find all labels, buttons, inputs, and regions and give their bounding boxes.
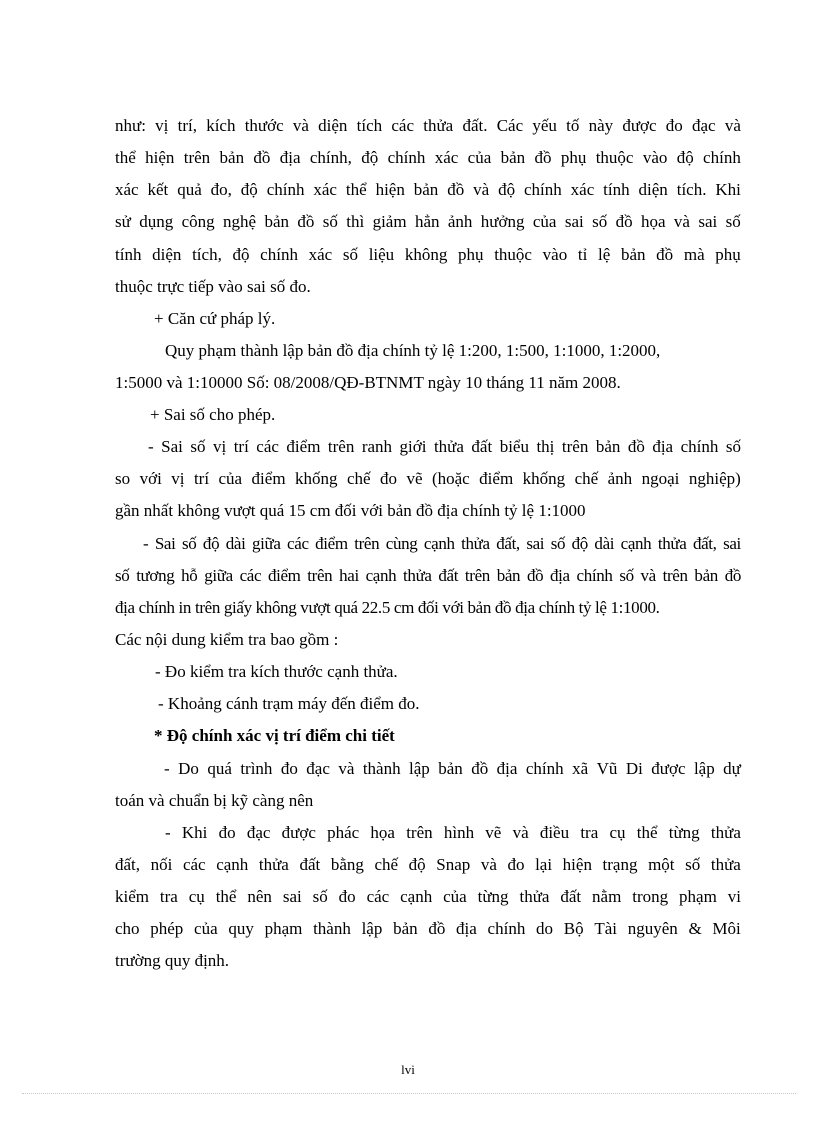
word: thửa	[423, 116, 454, 135]
word: đạc	[692, 116, 716, 135]
word: và	[640, 566, 656, 585]
word: địa	[652, 437, 674, 456]
word: khống	[522, 469, 566, 488]
page-number: lvi	[401, 1062, 415, 1077]
word: được	[651, 759, 686, 778]
word: Khi	[181, 823, 208, 842]
word: thể	[215, 887, 237, 906]
word: Sai	[161, 437, 183, 456]
word: của	[218, 469, 243, 488]
word: trên	[307, 566, 333, 585]
paragraph-line	[115, 245, 741, 265]
word: số	[725, 437, 741, 456]
word: vị	[171, 469, 185, 488]
word: và	[673, 212, 690, 231]
word: lập	[409, 759, 430, 778]
word: giữa	[204, 566, 233, 585]
word: bản	[438, 759, 463, 778]
word: bản	[595, 437, 621, 456]
word: tỉ	[577, 245, 588, 264]
word: đất	[299, 855, 321, 874]
word: tính	[115, 245, 142, 264]
word: thửa	[519, 887, 550, 906]
paragraph-line	[165, 823, 741, 843]
word: số	[182, 534, 197, 553]
word: nguyên	[627, 919, 678, 938]
word: cho	[115, 919, 140, 938]
word: liệu	[368, 245, 395, 264]
word: diện	[152, 245, 182, 264]
word: đồ	[627, 437, 645, 456]
word: thị	[536, 437, 555, 456]
word: bản	[620, 245, 646, 264]
word: Tài	[594, 919, 617, 938]
paragraph-line: Các nội dung kiểm tra bao gồm :	[115, 630, 339, 649]
word: các	[287, 534, 309, 553]
word: chế	[574, 469, 599, 488]
word: chính	[260, 245, 298, 264]
word: số	[619, 566, 634, 585]
word: độ	[232, 245, 250, 264]
word: tích.	[676, 180, 707, 199]
word: dụng	[139, 212, 174, 231]
word: Bộ	[563, 919, 584, 938]
word: thuộc	[494, 245, 532, 264]
word: phụ	[458, 245, 484, 264]
word: điều	[539, 823, 570, 842]
word: bản	[500, 148, 526, 167]
word: đất,	[115, 855, 141, 874]
word: số	[312, 887, 328, 906]
word: hưởng	[480, 212, 525, 231]
word: sai	[564, 212, 584, 231]
word: lập	[361, 919, 383, 938]
word: trạng	[602, 855, 638, 874]
word: thửa	[433, 437, 464, 456]
word: và	[512, 823, 529, 842]
word: và	[473, 180, 490, 199]
word: điểm	[479, 469, 514, 488]
word: số	[685, 855, 701, 874]
word: &	[688, 919, 702, 938]
word: trên	[561, 437, 589, 456]
paragraph-line	[164, 759, 741, 779]
word: Sai	[154, 534, 176, 553]
word: tra	[580, 823, 599, 842]
paragraph-line	[115, 566, 741, 586]
word: trí	[193, 469, 210, 488]
word: ảnh	[447, 212, 473, 231]
word: và	[480, 855, 497, 874]
word: Khi	[715, 180, 741, 199]
word: thuộc	[595, 148, 634, 167]
word: bản	[496, 566, 521, 585]
word: Vũ	[596, 759, 618, 778]
section-heading-accuracy: * Độ chính xác vị trí điểm chi tiết	[154, 726, 395, 745]
word: bản	[219, 148, 245, 167]
word: đất	[438, 566, 459, 585]
word: đất,	[496, 534, 520, 553]
list-item: - Đo kiểm tra kích thước cạnh thửa.	[155, 662, 398, 681]
word: trên	[406, 823, 433, 842]
word: đất.	[462, 116, 488, 135]
word: kiểm	[115, 887, 149, 906]
word: đồ	[428, 919, 446, 938]
word: hẳn	[414, 212, 440, 231]
word: chính	[680, 437, 719, 456]
word: xác	[570, 180, 595, 199]
word: đất,	[692, 534, 717, 553]
word: số	[322, 212, 338, 231]
word: độ	[361, 148, 379, 167]
word: đồ	[297, 212, 315, 231]
word: công	[181, 212, 215, 231]
word: địa	[279, 148, 301, 167]
word: số	[342, 245, 359, 264]
word: lập	[693, 759, 715, 778]
word: thửa	[403, 566, 432, 585]
word: chính	[523, 180, 562, 199]
word: hỗ	[181, 566, 198, 585]
word: vẽ	[485, 823, 502, 842]
word: cạnh	[400, 887, 433, 906]
word: từng	[477, 887, 509, 906]
word: địa	[496, 759, 518, 778]
word: vào	[642, 148, 668, 167]
word: dài	[225, 534, 246, 553]
word: như:	[115, 116, 146, 135]
word: đồ	[534, 148, 552, 167]
word: vẽ	[406, 469, 423, 488]
word: bằng	[330, 855, 364, 874]
word: phạm	[264, 919, 303, 938]
word: vi	[727, 887, 741, 906]
word: do	[536, 919, 554, 938]
word: đồ	[724, 566, 741, 585]
word: đạc	[306, 759, 330, 778]
word: họa	[640, 212, 666, 231]
paragraph-line	[115, 148, 741, 168]
word: ảnh	[607, 469, 633, 488]
word: các	[182, 855, 206, 874]
word: của	[532, 212, 557, 231]
word: hình	[443, 823, 475, 842]
paragraph-line	[115, 212, 741, 232]
word: trình	[240, 759, 273, 778]
word: đo	[380, 469, 397, 488]
word: trí	[233, 437, 249, 456]
word: trên	[464, 566, 490, 585]
word: đất	[471, 437, 493, 456]
word: cụ	[609, 823, 626, 842]
paragraph-line	[115, 887, 741, 907]
word: điểm	[315, 534, 348, 553]
word: của	[467, 148, 492, 167]
word: đất	[560, 887, 582, 906]
word: giảm	[372, 212, 407, 231]
word: hiện	[375, 180, 405, 199]
paragraph-line	[143, 534, 741, 554]
word: trên	[662, 566, 688, 585]
word: chính	[266, 180, 305, 199]
word: xác	[313, 180, 337, 199]
word: số	[592, 212, 608, 231]
word: điểm	[286, 437, 321, 456]
word: độ	[676, 148, 694, 167]
word: tích,	[192, 245, 222, 264]
paragraph-line	[148, 437, 741, 457]
word: đồ	[615, 212, 633, 231]
word: và	[338, 759, 355, 778]
word: biểu	[499, 437, 529, 456]
word: Môi	[712, 919, 741, 938]
word: đo	[280, 759, 298, 778]
word: độ	[498, 180, 516, 199]
word: của	[443, 887, 467, 906]
word: và	[724, 116, 741, 135]
word: số	[550, 534, 566, 553]
section-heading-tolerance: + Sai số cho phép.	[150, 405, 276, 424]
word: đồ	[656, 245, 674, 264]
paragraph-line	[115, 116, 741, 136]
word: Di	[625, 759, 643, 778]
word: này	[588, 116, 614, 135]
word: chế	[374, 855, 399, 874]
word: kích	[206, 116, 236, 135]
word: được	[281, 823, 316, 842]
word: các	[239, 566, 262, 585]
word: nghệ	[223, 212, 257, 231]
word: xã	[572, 759, 589, 778]
word: kết	[147, 180, 169, 199]
word: giữa	[251, 534, 281, 553]
word: thành	[362, 759, 401, 778]
word: quy	[228, 919, 254, 938]
word: một	[648, 855, 675, 874]
word: đạc	[246, 823, 271, 842]
word: không	[404, 245, 448, 264]
word: thửa	[710, 823, 741, 842]
word: hiện	[562, 855, 592, 874]
word: tích	[356, 116, 383, 135]
word: điểm	[251, 469, 286, 488]
word: các	[256, 437, 279, 456]
word: cạnh	[423, 534, 455, 553]
word: diện	[318, 116, 348, 135]
word: đo	[507, 855, 525, 874]
word: chính,	[309, 148, 352, 167]
word: thành	[313, 919, 351, 938]
word: địa	[550, 566, 570, 585]
word: dài	[594, 534, 615, 553]
paragraph-line	[115, 855, 741, 875]
word: quá	[207, 759, 232, 778]
word: ranh	[361, 437, 393, 456]
word: nằm	[592, 887, 622, 906]
word: mà	[683, 245, 705, 264]
word: cụ	[188, 887, 205, 906]
paragraph-line: địa chính in trên giấy không vượt quá 22.5 cm đối với bản đồ địa chính tỷ lệ 1:1000.	[115, 598, 660, 617]
word: cùng	[385, 534, 418, 553]
word: khống	[295, 469, 338, 488]
word: so	[115, 469, 131, 488]
paragraph-line: toán và chuẩn bị kỹ càng nên	[115, 791, 314, 810]
word: số	[725, 212, 741, 231]
word: giới	[399, 437, 427, 456]
word: các	[391, 116, 415, 135]
word: của	[194, 919, 218, 938]
word: ngoại	[641, 469, 680, 488]
word: độ	[202, 534, 220, 553]
word: xác	[308, 245, 333, 264]
word: họa	[370, 823, 395, 842]
word: độ	[571, 534, 588, 553]
word: bản	[393, 919, 418, 938]
paragraph-line: thuộc trực tiếp vào sai số đo.	[115, 277, 311, 296]
word: lệ	[598, 245, 611, 264]
word: cạnh	[216, 855, 249, 874]
word: Snap	[436, 855, 471, 874]
word: cạnh	[365, 566, 397, 585]
section-heading-legal-basis: + Căn cứ pháp lý.	[154, 309, 276, 328]
word: đo,	[210, 180, 232, 199]
word: nghiệp)	[688, 469, 741, 488]
word: chế	[346, 469, 371, 488]
word: -	[164, 759, 170, 778]
word: phụ	[560, 148, 587, 167]
word: sai	[526, 534, 545, 553]
word: thửa	[461, 534, 490, 553]
word: nối	[150, 855, 173, 874]
word: bản	[413, 180, 439, 199]
word: với	[139, 469, 162, 488]
list-item: - Khoảng cánh trạm máy đến điểm đo.	[158, 694, 420, 713]
word: nên	[247, 887, 272, 906]
word: thửa	[657, 534, 687, 553]
word: phác	[327, 823, 360, 842]
word: sai	[723, 534, 741, 553]
word: sử	[115, 212, 131, 231]
word: phạm	[679, 887, 717, 906]
word: trên	[354, 534, 380, 553]
word: đo	[665, 116, 683, 135]
word: được	[622, 116, 657, 135]
word: dự	[723, 759, 741, 778]
word: hiện	[145, 148, 175, 167]
word: thể	[345, 180, 367, 199]
word: đo	[218, 823, 236, 842]
word: vị	[155, 116, 169, 135]
word: thể	[115, 148, 136, 167]
word: bản	[694, 566, 718, 585]
word: độ	[408, 855, 426, 874]
word: (hoặc	[431, 469, 470, 488]
word: sai	[698, 212, 718, 231]
word: địa	[456, 919, 477, 938]
word: -	[165, 823, 171, 842]
word: vào	[542, 245, 568, 264]
word: yếu	[532, 116, 557, 135]
word: độ	[240, 180, 258, 199]
word: các	[366, 887, 390, 906]
word: tương	[136, 566, 175, 585]
word: lại	[535, 855, 553, 874]
paragraph-line	[115, 469, 741, 489]
word: -	[148, 437, 154, 456]
word: đồ	[447, 180, 465, 199]
word: số	[190, 437, 206, 456]
word: trong	[632, 887, 669, 906]
word: xác	[115, 180, 139, 199]
word: thì	[346, 212, 365, 231]
word: chính	[576, 566, 613, 585]
word: đồ	[253, 148, 271, 167]
word: Do	[178, 759, 199, 778]
word: chính	[703, 148, 741, 167]
word: tố	[566, 116, 580, 135]
paragraph-line	[115, 919, 741, 939]
word: chính	[525, 759, 564, 778]
word: chính	[487, 919, 526, 938]
word: đồ	[471, 759, 489, 778]
word: số	[115, 566, 130, 585]
paragraph-line	[115, 180, 741, 200]
word: vị	[212, 437, 227, 456]
word: cạnh	[620, 534, 652, 553]
word: tra	[159, 887, 178, 906]
paragraph-line: 1:5000 và 1:10000 Số: 08/2008/QĐ-BTNMT ngày 10 tháng 11 năm 2008.	[115, 373, 621, 392]
word: từng	[668, 823, 700, 842]
word: thửa	[710, 855, 741, 874]
paragraph-line: Quy phạm thành lập bản đồ địa chính tỷ lệ 1:200, 1:500, 1:1000, 1:2000,	[165, 341, 661, 360]
word: đồ	[526, 566, 544, 585]
word: thước	[244, 116, 284, 135]
word: thửa	[258, 855, 289, 874]
word: trên	[183, 148, 211, 167]
word: phụ	[715, 245, 741, 264]
page-bottom-divider	[22, 1093, 796, 1094]
word: chính	[387, 148, 426, 167]
word: điểm	[267, 566, 301, 585]
word: quả	[177, 180, 202, 199]
word: đo	[338, 887, 356, 906]
word: Các	[496, 116, 524, 135]
word: phép	[150, 919, 184, 938]
word: bản	[264, 212, 289, 231]
word: xác	[434, 148, 459, 167]
word: hai	[339, 566, 359, 585]
word: diện	[638, 180, 668, 199]
word: -	[143, 534, 149, 553]
word: sai	[282, 887, 302, 906]
word: và	[292, 116, 309, 135]
word: thể	[636, 823, 658, 842]
word: tính	[603, 180, 630, 199]
word: trí,	[177, 116, 197, 135]
paragraph-line: trường quy định.	[115, 951, 230, 970]
word: trên	[327, 437, 355, 456]
paragraph-line: gần nhất không vượt quá 15 cm đối với bản đồ địa chính tỷ lệ 1:1000	[115, 501, 586, 520]
